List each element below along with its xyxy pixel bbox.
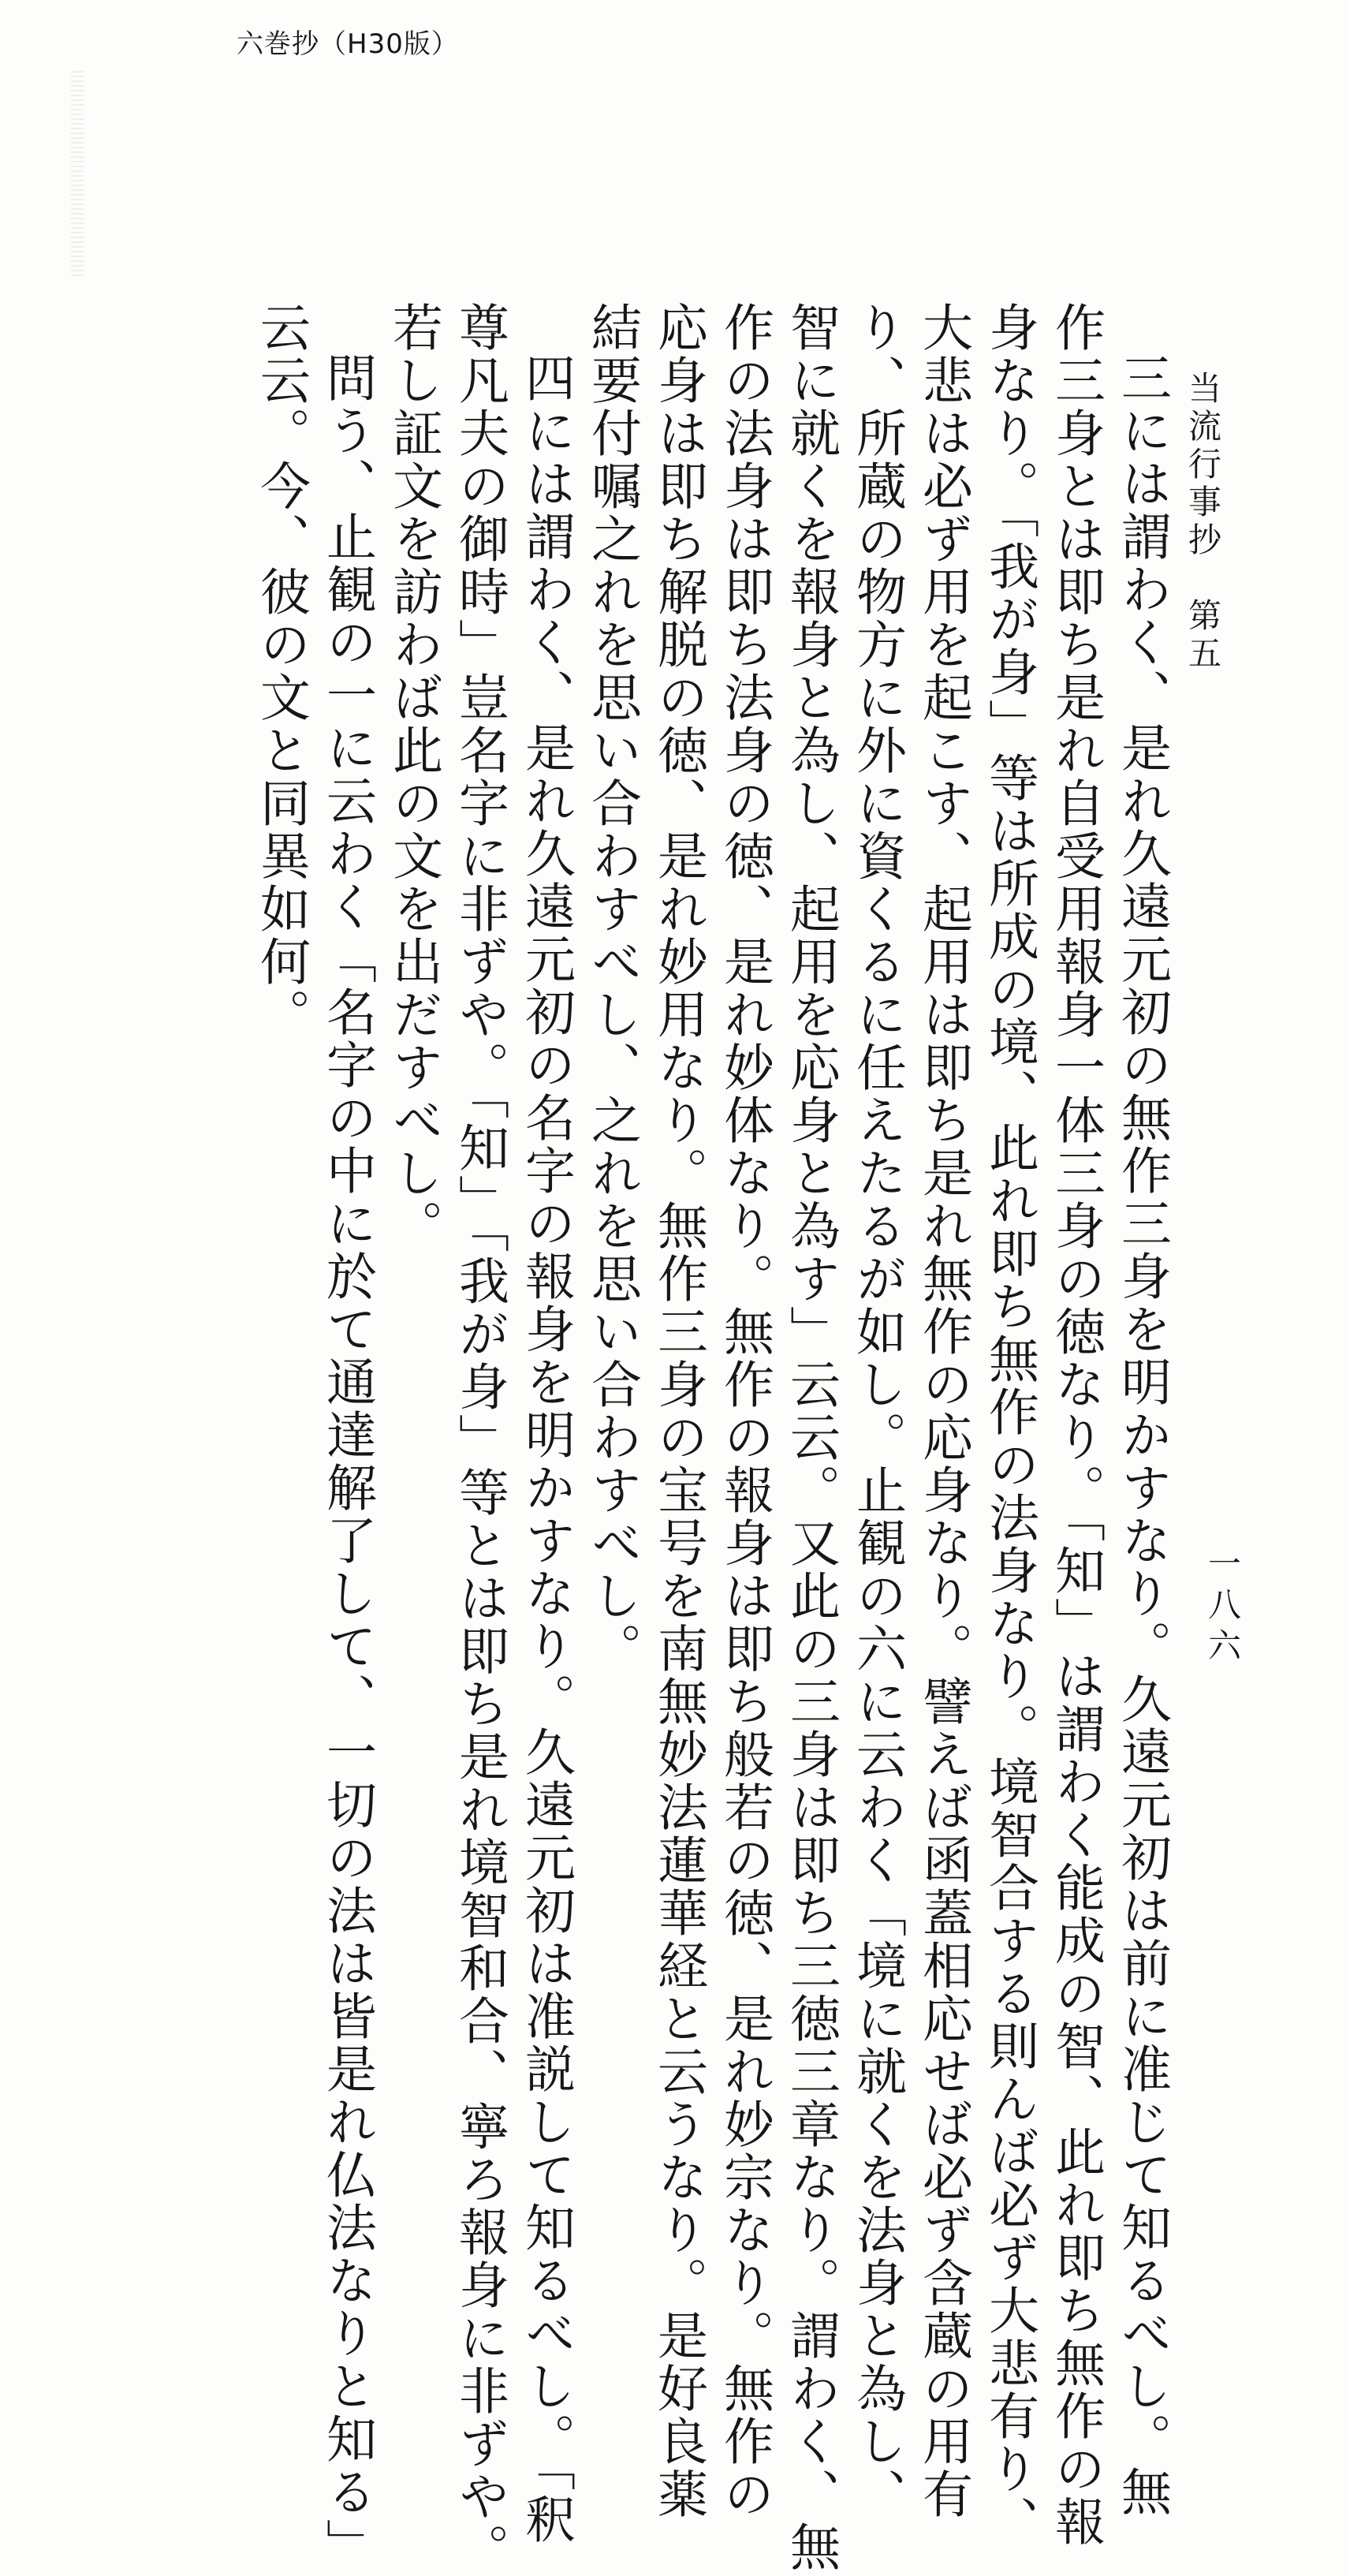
text-column: 応身は即ち解脱の徳、是れ妙用なり。無作三身の宝号を南無妙法蓮華経と云うなり。是好良薬 xyxy=(649,301,707,2521)
body-text xyxy=(189,301,1175,2576)
text-column: 智に就くを報身と為し、起用を応身と為す」云云。又此の三身は即ち三徳三章なり。謂わく、無 xyxy=(781,301,840,2574)
text-column: 云云。今、彼の文と同異如何。 xyxy=(252,301,310,1041)
scan-artifact xyxy=(71,71,84,276)
text-column: 結要付嘱之れを思い合わすべし、之れを思い合わすべし。 xyxy=(583,301,641,1675)
running-head: 当流行事抄 第五 xyxy=(1184,371,1222,674)
text-column: 尊凡夫の御時」豈名字に非ずや。「知」「我が身」等とは即ち是れ境智和合、寧ろ報身に非ずや。 xyxy=(450,301,509,2576)
text-column: 作三身とは即ち是れ自受用報身一体三身の徳なり。「知」は謂わく能成の智、此れ即ち無作の報 xyxy=(1046,301,1105,2548)
text-column: 三には謂わく、是れ久遠元初の無作三身を明かすなり。久遠元初は前に准じて知るべし。無 xyxy=(1113,352,1171,2518)
text-column: 若し証文を訪わば此の文を出だすべし。 xyxy=(384,301,442,1253)
page-number: 一八六 xyxy=(1203,1546,1242,1669)
text-column: 四には謂わく、是れ久遠元初の名字の報身を明かすなり。久遠元初は准説して知るべし。「釈 xyxy=(517,352,575,2546)
text-column: 大悲は必ず用を起こす、起用は即ち是れ無作の応身なり。譬えば函蓋相応せば必ず含蔵の用有 xyxy=(914,301,972,2521)
text-column: 身なり。「我が身」等は所成の境、此れ即ち無作の法身なり。境智合する則んば必ず大悲有り、 xyxy=(980,301,1039,2548)
text-column: 問う、止観の一に云わく「名字の中に於て通達解了して、一切の法は皆是れ仏法なりと知る」 xyxy=(318,352,376,2571)
text-column: 作の法身は即ち法身の徳、是れ妙体なり。無作の報身は即ち般若の徳、是れ妙宗なり。無作の xyxy=(715,301,774,2521)
book-title: 六巻抄（H30版） xyxy=(237,28,459,60)
text-column: り、所蔵の物方に外に資くるに任えたるが如し。止観の六に云わく「境に就くを法身と為し、 xyxy=(848,301,906,2521)
